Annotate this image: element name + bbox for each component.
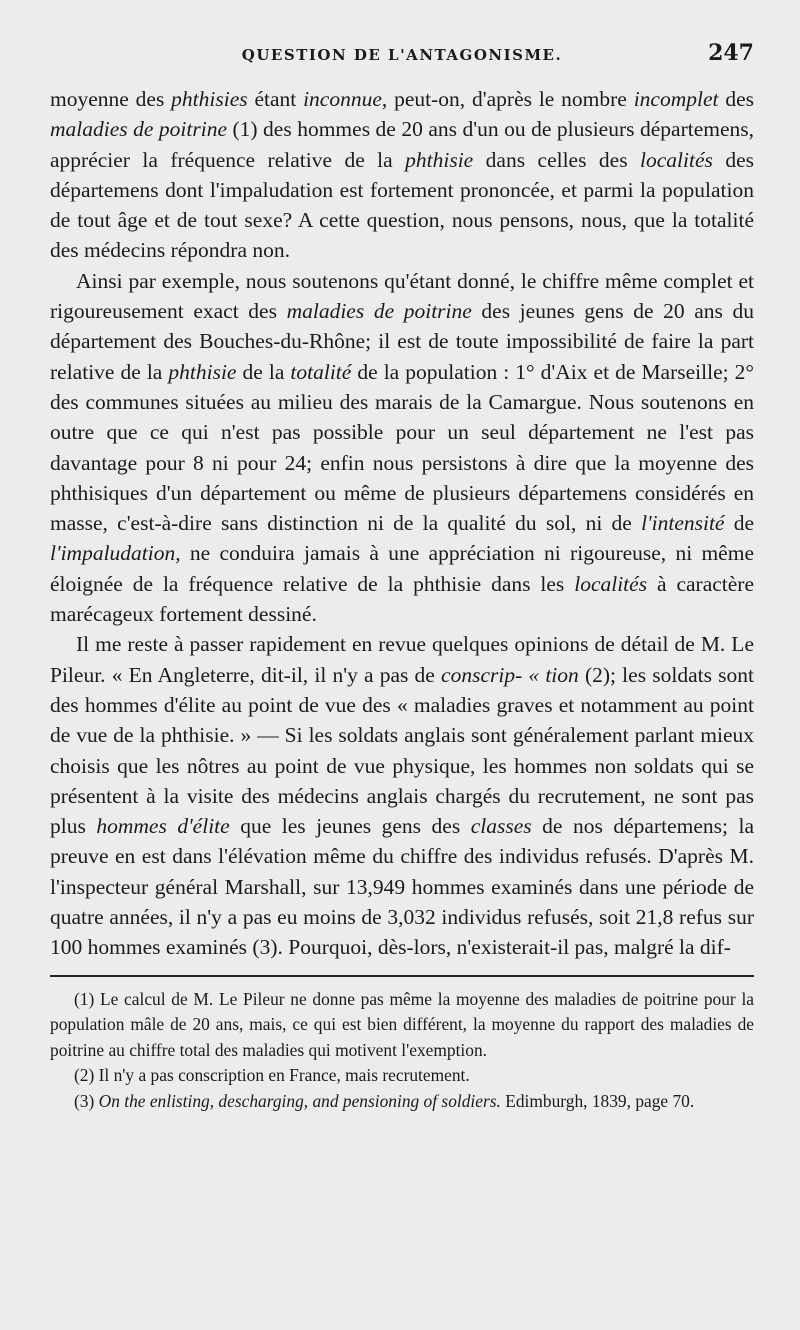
text-run: Il me reste à passer rapidement en revue quelques opinions de détail de M. Le Pileur. « En Angleterre, dit-il, il n'y a pas de bbox=[50, 632, 754, 687]
text-run: moyenne des bbox=[50, 87, 172, 111]
text-run: de la population : 1° d'Aix et de Marseille; 2° des communes situées au milieu des marais de la Camargue. Nous soutenons en outre que ce qui n'est pas possible pour un seul département ne l'est pas davantage pour 8 ni pour 24; enfin nous persistons à dire que la moyenne des phthisiques d'un département ou même de plusieurs départemens considérés en masse, c'est-à-dire sans distinction ni de la qualité du sol, ni de bbox=[50, 359, 754, 536]
italic-run: maladies de poitrine bbox=[286, 299, 472, 324]
italic-run: incomplet bbox=[633, 87, 719, 111]
text-run: Edimburgh, 1839, page 70. bbox=[500, 1090, 695, 1111]
text-run: étant bbox=[247, 87, 304, 111]
italic-run: phthisies bbox=[171, 87, 248, 111]
body-text bbox=[50, 84, 754, 963]
italic-run: On the enlisting, descharging, and pensioning of soldiers. bbox=[98, 1090, 501, 1111]
italic-run: l'intensité bbox=[641, 511, 725, 536]
footnote-divider bbox=[50, 975, 754, 977]
paragraph-3 bbox=[50, 629, 754, 962]
italic-run: classes bbox=[470, 814, 532, 839]
text-run: (3) bbox=[74, 1090, 99, 1111]
text-run: ne conduira jamais à une appréciation ni rigoureuse, ni même éloignée de la fréquence relative de la phthisie dans les bbox=[50, 541, 754, 596]
italic-run: localités bbox=[640, 147, 713, 172]
text-run: , peut-on, d'après le nombre bbox=[381, 87, 634, 111]
text-run: de la bbox=[236, 359, 291, 384]
italic-run: maladies de poitrine bbox=[50, 117, 227, 142]
text-run: (1) des hommes de 20 ans d'un ou de plusieurs départemens, apprécier la fréquence relative de la bbox=[50, 117, 755, 172]
italic-run: phthisie bbox=[405, 147, 474, 172]
text-run: des jeunes gens de 20 ans du département des Bouches-du-Rhône; il est de toute impossibilité de faire la part relative de la bbox=[50, 299, 755, 384]
paragraph-1 bbox=[50, 84, 754, 266]
footnotes bbox=[50, 987, 754, 1115]
italic-run: localités bbox=[574, 571, 648, 596]
text-run: (2); les soldats sont des hommes d'élite au point de vue des « maladies graves et notamment au point de vue de la phthisie. » — Si les soldats anglais sont généralement parlant mieux choisis que les nôtres au point de vue physique, les hommes non soldats qui se présentent à la visite des médecins anglais chargés du recrutement, ne sont pas plus bbox=[50, 662, 754, 839]
running-head bbox=[50, 40, 754, 80]
text-run: Ainsi par exemple, nous soutenons qu'étant donné, le chiffre même complet et rigoureusement exact des bbox=[50, 268, 754, 324]
italic-run: phthisie bbox=[168, 359, 237, 384]
running-title: QUESTION DE L'ANTAGONISME. bbox=[241, 46, 563, 64]
text-run: des bbox=[718, 87, 754, 111]
text-run: des départemens dont l'impaludation est fortement prononcée, et parmi la population de tout âge et de tout sexe? A cette question, nous pensons, nous, que la totalité des médecins répondra non. bbox=[50, 147, 754, 263]
page-number: 247 bbox=[708, 40, 754, 66]
text-run: que les jeunes gens des bbox=[229, 814, 471, 839]
italic-run: l'impaludation, bbox=[50, 541, 181, 566]
text-run: dans celles des bbox=[473, 147, 641, 172]
italic-run: hommes d'élite bbox=[96, 814, 230, 839]
text-run: de nos départemens; la preuve en est dans l'élévation même du chiffre des individus refusés. D'après M. l'inspecteur général Marshall, sur 13,949 hommes examinés dans une période de quatre années, il n'y a pas eu moins de 3,032 individus refusés, soit 21,8 refus sur 100 hommes examinés (3). Pourquoi, dès-lors, n'existerait-il pas, malgré la dif- bbox=[50, 814, 754, 960]
italic-run: conscrip- « tion bbox=[441, 662, 579, 687]
text-run: de bbox=[724, 511, 755, 536]
paragraph-2 bbox=[50, 266, 754, 630]
text-run: à caractère marécageux fortement dessiné. bbox=[50, 571, 755, 627]
footnote-1: (1) Le calcul de M. Le Pileur ne donne pas même la moyenne des maladies de poitrine pour la population mâle de 20 ans, mais, ce qui est bien différent, la moyenne du rapport des maladies de poitrine au chiffre total des maladies qui motivent l'exemption. bbox=[50, 988, 754, 1060]
italic-run: totalité bbox=[290, 359, 352, 384]
footnote-2: (2) Il n'y a pas conscription en France, mais recrutement. bbox=[74, 1065, 470, 1086]
italic-run: inconnue bbox=[303, 87, 382, 111]
footnote-3 bbox=[50, 1089, 754, 1115]
